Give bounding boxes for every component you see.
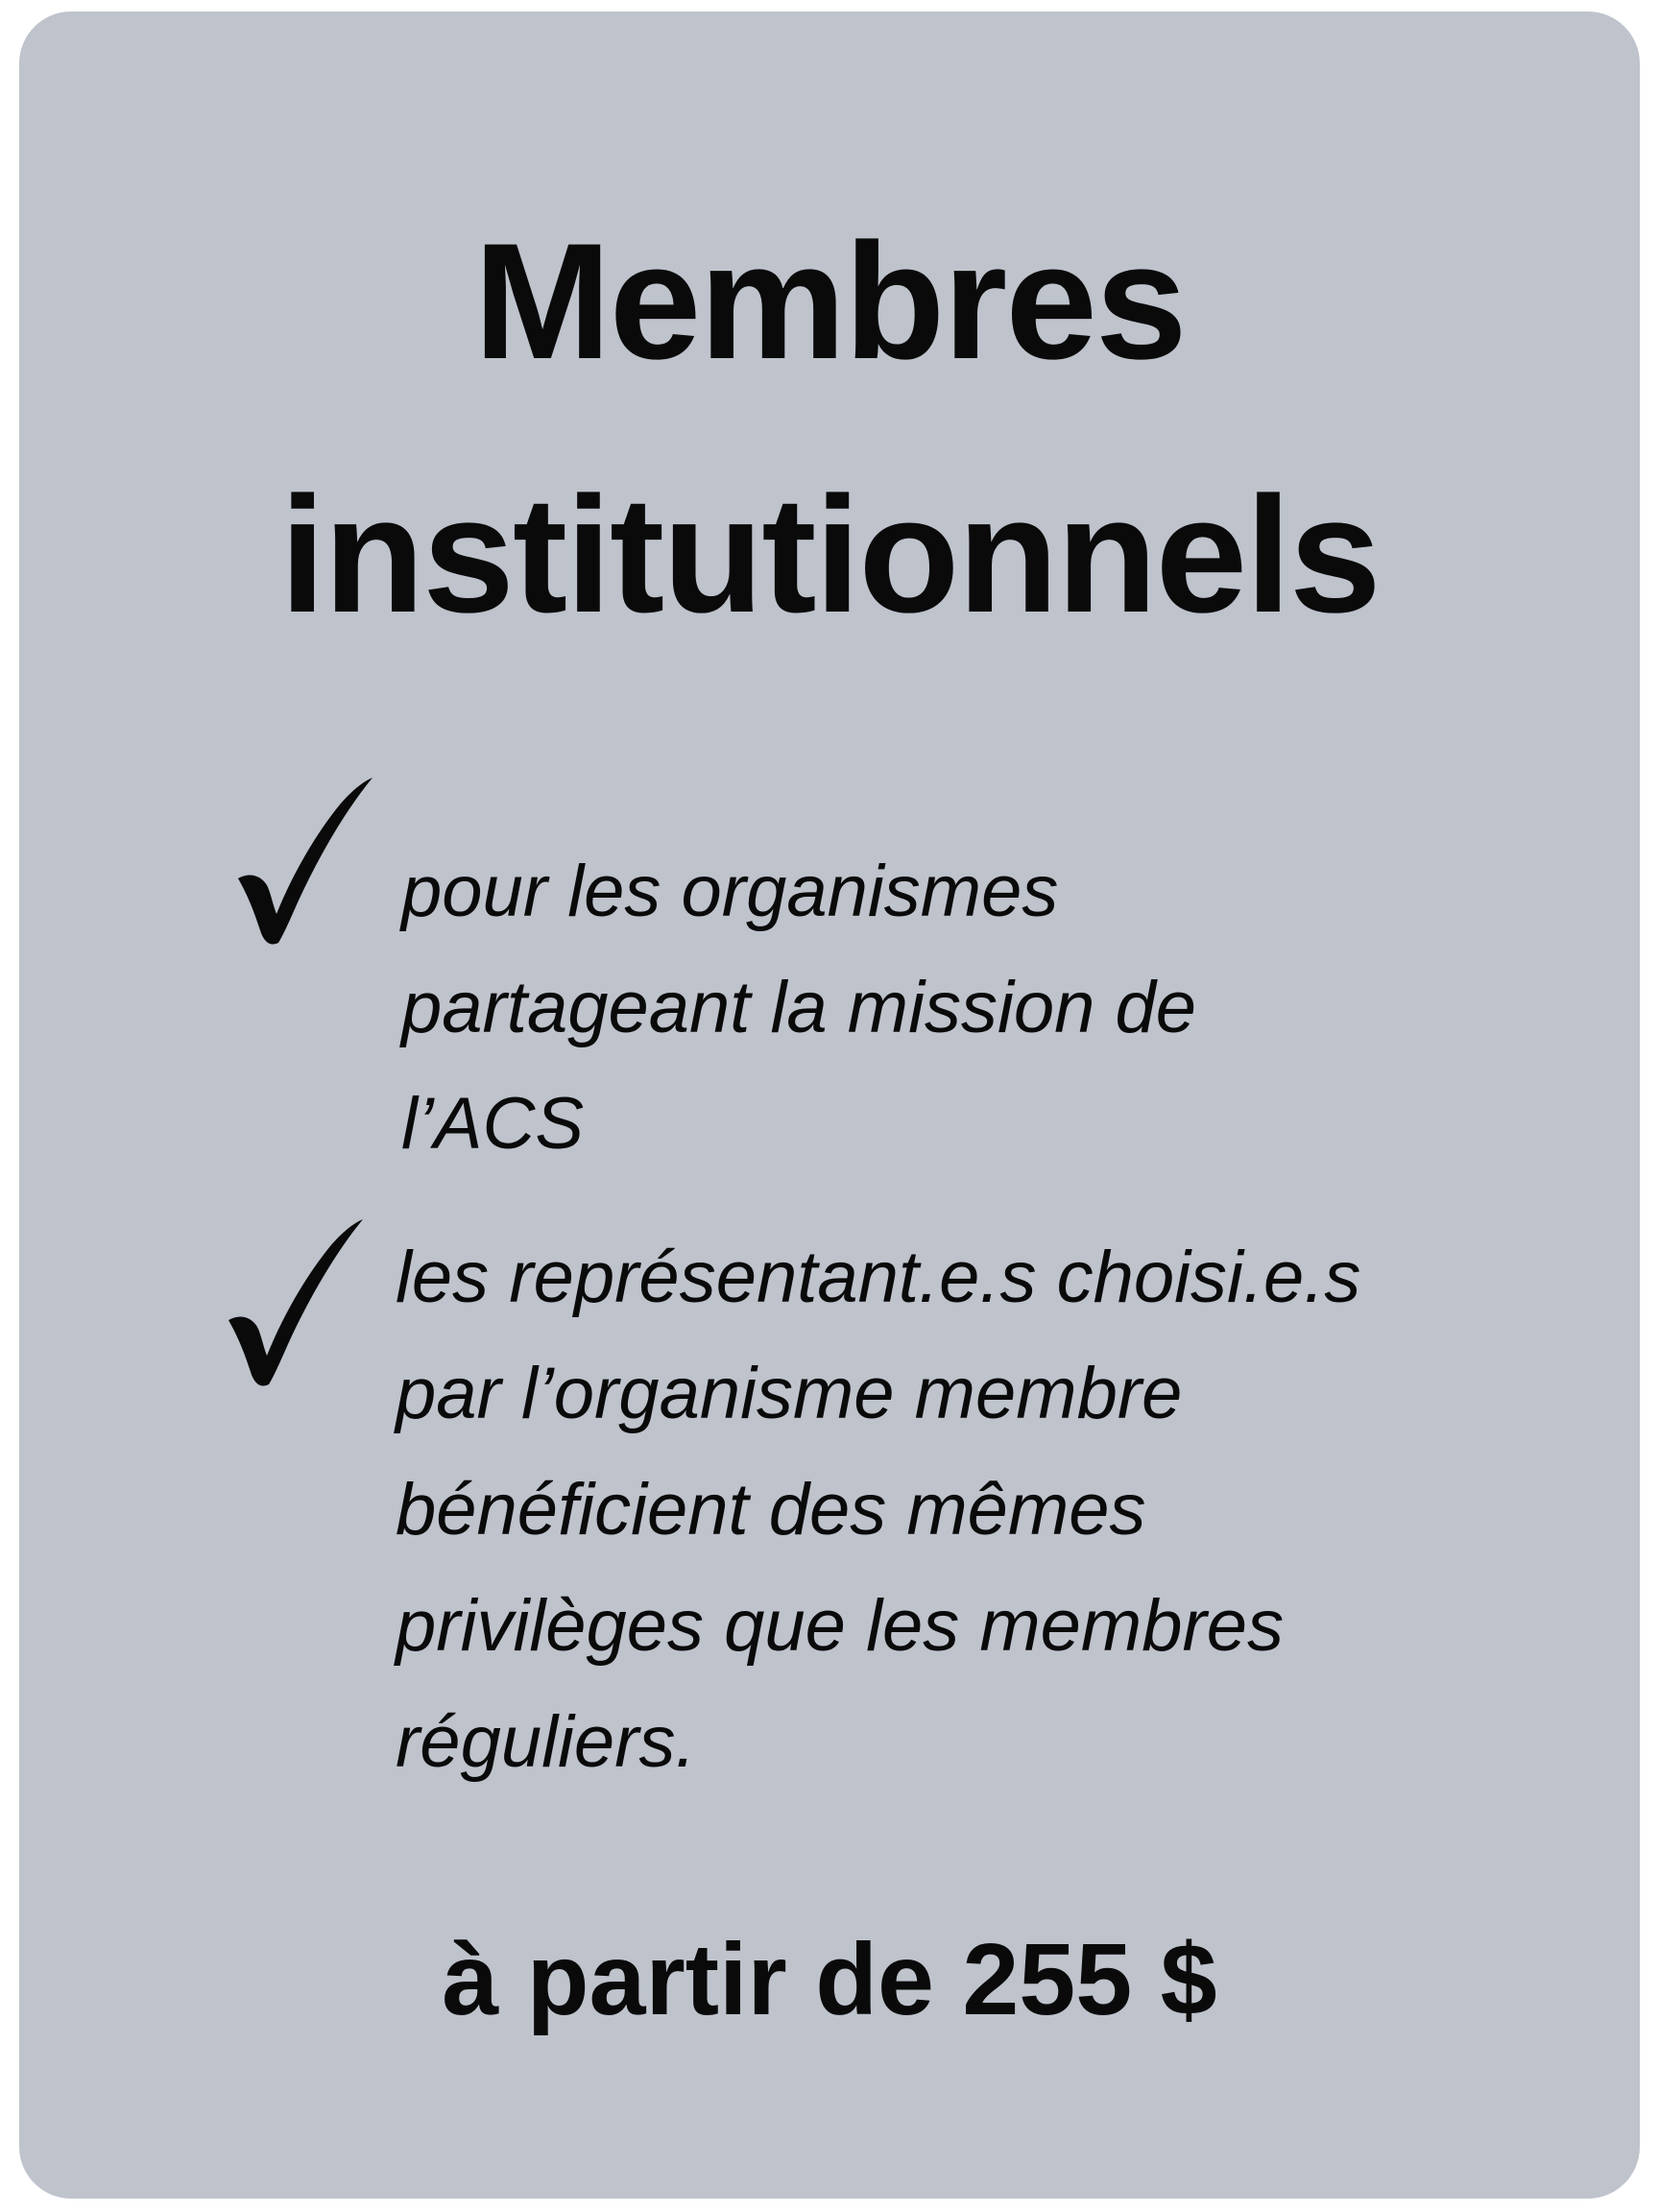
checkmark-icon <box>232 778 376 950</box>
benefit-item-1-text <box>401 833 1196 1182</box>
card-title <box>19 175 1640 682</box>
benefit-item-1-line-2: partageant la mission de <box>401 967 1197 1048</box>
benefit-item-2-line-2: par l’organisme membre <box>396 1353 1183 1434</box>
checkmark-icon <box>223 1219 367 1392</box>
card-title-line-1: Membres <box>473 209 1186 394</box>
benefit-item-1-line-1: pour les organismes <box>401 851 1059 932</box>
benefit-item-1-line-3: l’ACS <box>401 1083 585 1165</box>
membership-card <box>19 12 1640 2199</box>
benefit-item-2-line-4: privilèges que les membres <box>396 1585 1285 1667</box>
benefit-item-2-text <box>396 1219 1360 1800</box>
benefit-item-2-line-5: réguliers. <box>396 1701 696 1783</box>
benefit-item-2-line-1: les représentant.e.s choisi.e.s <box>396 1237 1361 1318</box>
card-title-line-2: institutionnels <box>279 463 1380 647</box>
price-label: à partir de 255 $ <box>442 1923 1217 2036</box>
benefit-item-2-line-3: bénéficient des mêmes <box>396 1469 1146 1551</box>
